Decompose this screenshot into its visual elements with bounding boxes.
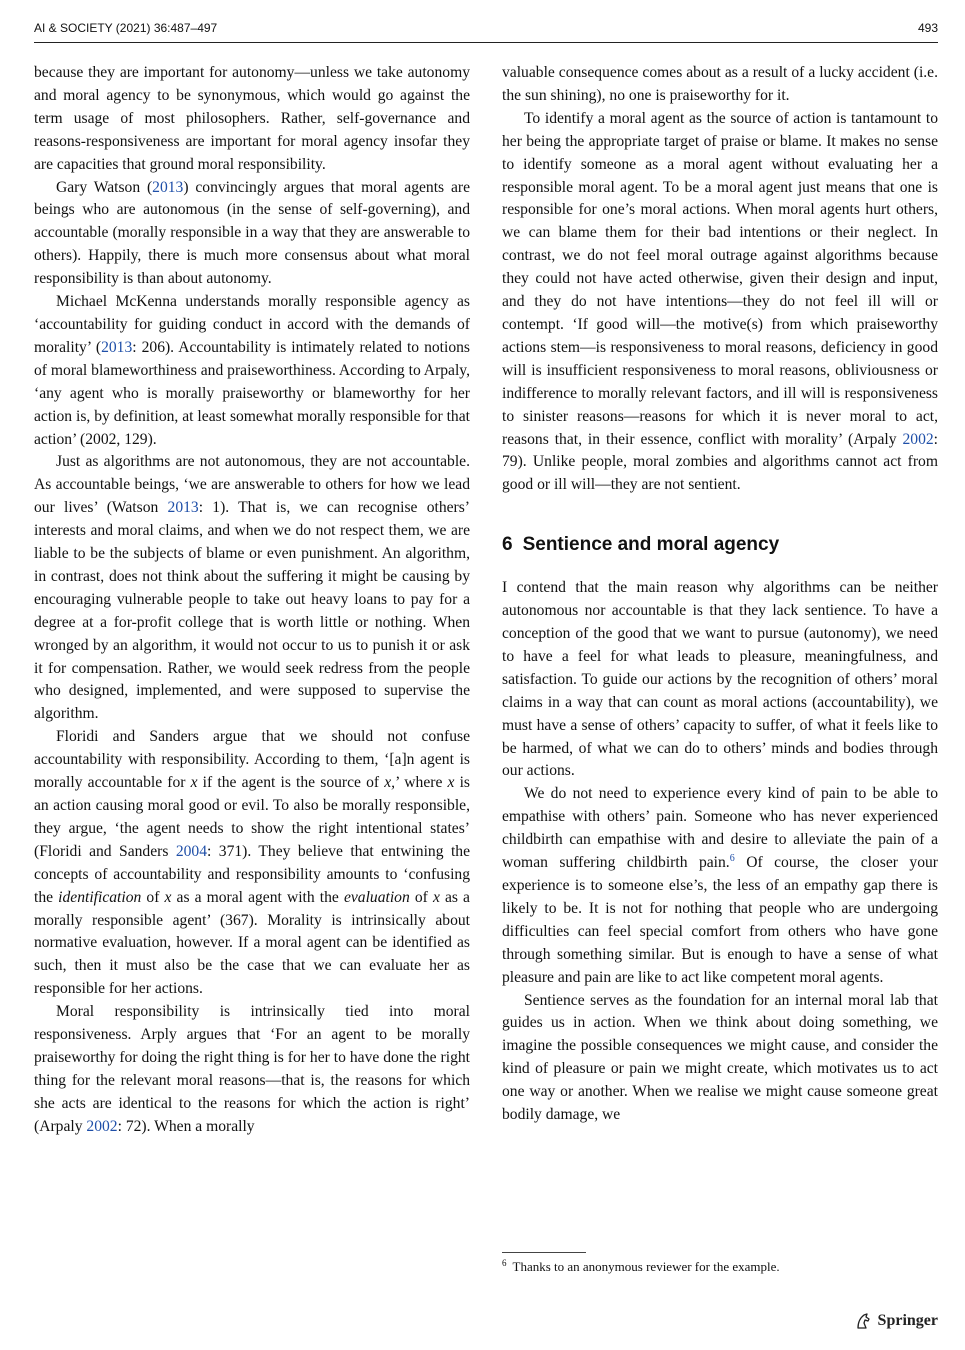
springer-horse-icon [854,1312,872,1330]
footnote-text: Thanks to an anonymous reviewer for the example. [512,1259,780,1274]
section-heading [502,534,938,556]
paragraph: because they are important for autonomy—unless we take autonomy and moral agency to be synonymous, which would go against the term usage of most philosophers. Rather, self-governance and reasons-responsiveness are important for moral agency insofar they are capacities that ground moral responsibility. [34,64,470,173]
paragraph: Gary Watson (2013) convincingly argues that moral agents are beings who are autonomous (in the sense of self-governing), and accountable (morally responsible in a way that they are answerable to others). Happily, there is much more consensus about what moral responsibility is than about autonomy. [34,178,470,288]
paragraph: valuable consequence comes about as a result of a lucky accident (i.e. the sun shining), no one is praiseworthy for it. [502,64,938,104]
citation-link[interactable]: 2002 [902,430,934,448]
footnote-marker[interactable]: 6 [729,852,735,864]
paragraph: Floridi and Sanders argue that we should not confuse accountability with responsibility. According to them, ‘[a]n agent is morally accountable for x if the agent is the source of x,’ where x is an action causing moral good or evil. To also be morally responsible, they argue, ‘the agent needs to show the right intentional states’ (Floridi and Sanders 2004: 371). They believe that entwining the concepts of accountability and responsibility amounts to ‘confusing the identification of x as a moral agent with the evaluation of x as a morally responsible agent’ (367). Morality is intrinsically about normative evaluation, however. If a moral agent can be identified as such, then it must also be the case that we can evaluate her as responsible for her actions. [34,728,470,998]
paragraph: We do not need to experience every kind of pain to be able to empathise with others’ pain. Someone who has never experienced childbirth can empathise with and desire to alleviate the pain of a woman suffering childbirth pain.$^6$ Of course, the closer your experience is to someone else’s, the less of an empathy gap there is likely to be. It is not for nothing that people who are undergoing difficulties can feel special comfort from others who have gone through something similar. But is enough to have a sense of what pleasure and pain are like to act like competent moral agents. [502,785,938,986]
citation-link[interactable]: 2002 [86,1117,118,1135]
paragraph: Sentience serves as the foundation for an internal moral lab that guides us in action. When we think about doing something, we imagine the possible consequences we might cause, and consider the kind of pleasure or pain we might create, which motivates us to act one way or another. When we realise we might cause someone great bodily damage, we [502,991,938,1124]
citation-link[interactable]: 2013 [101,338,133,356]
citation-link[interactable]: 2013 [152,178,184,196]
journal-citation: AI & SOCIETY (2021) 36:487–497 [34,21,218,35]
paragraph: Just as algorithms are not autonomous, they are not accountable. As accountable beings, ‘we are answerable to others for how we lead our lives’ (Watson 2013: 1). That is, we can recognise others’ interests and moral claims, and when we do not respect them, we are liable to be the subjects of blame or even punishment. An algorithm, in contrast, does not think about the suffering it might be causing by encouraging vulnerable people to take out heavy loans to pay for a degree at a for-profit college that is worth little or nothing. When wronged by an algorithm, it would not occur to us to punish it or ask it for compensation. Rather, we would seek redress from the people who designed, implemented, and were supposed to supervise the algorithm. [34,453,470,723]
running-header [34,18,938,43]
paragraph: I contend that the main reason why algorithms can be neither autonomous nor accountable is that they lack sentience. To have a conception of the good that we want to pursue (autonomy), we need to have a feel for what leads to pleasure, meaningfulness, and satisfaction. To guide our actions by the recognition of others’ moral claims in a way that can count as moral actions (accountability), we must have a sense of others’ capacity to suffer, of what it feels like to be harmed, of what we can do to others’ minds and bodies through our actions. [502,579,938,780]
footnote-divider [502,1252,586,1253]
publisher-logo [854,1312,938,1330]
citation-link[interactable]: 2004 [175,842,208,860]
paragraph: Moral responsibility is intrinsically tied into moral responsiveness. Arply argues that ‘For an agent to be morally praiseworthy for doing the right thing is for her to have done the right thing for the relevant moral reasons—that is, the reasons for which she acts are identical to the reasons for which the action is right’ (Arpaly 2002: 72). When a morally [34,1003,470,1135]
publisher-name: Springer [877,1312,938,1329]
footnote-number: 6 [502,1257,507,1268]
paragraph: Michael McKenna understands morally responsible agency as ‘accountability for guiding conduct in accord with the demands of morality’ (2013: 206). Accountability is intimately related to notions of moral blameworthiness and praiseworthiness. According to Arpaly, ‘any agent who is morally praiseworthy or blameworthy for her action is, by definition, at least somewhat morally responsible for that action’ (2002, 129). [34,293,471,448]
left-column [34,62,470,1139]
footnote [502,1259,938,1275]
page-number: 493 [917,21,938,35]
right-column [502,62,938,1127]
section-number: 6 [502,534,513,556]
paragraph: To identify a moral agent as the source of action is tantamount to her being the appropriate target of praise or blame. It makes no sense to identify someone as a moral agent without evaluating her a responsible moral agent. To be a moral agent just means that one is responsible for one’s moral actions. When moral agents hurt others, we can blame them for their bad intentions or their neglect. In contrast, we do not feel moral outrage against algorithms because they could not have acted otherwise, given their design and input, and they do not have intentions—they do not feel ill will or contempt. ‘If good will—the motive(s) from which praiseworthy actions stem—is responsiveness to moral reasons, deficiency in good will is insufficient responsiveness to moral reasons, obliviousness or indifference to morally relevant factors, and ill will is responsiveness to sinister reasons—reasons for which it is never moral to act, reasons that, in their essence, conflict with morality’ (Arpaly 2002: 79). Unlike people, moral zombies and algorithms cannot act from good or ill will—they are not sentient. [502,109,938,494]
citation-link[interactable]: 2013 [167,499,199,517]
section-title: Sentience and moral agency [522,534,780,556]
